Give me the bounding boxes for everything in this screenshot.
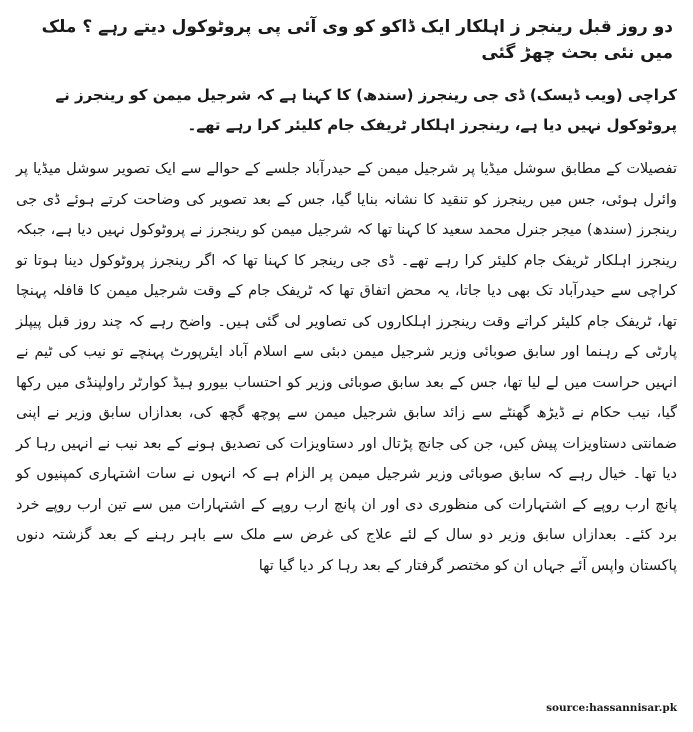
source-credit: source:hassannisar.pk [546, 702, 677, 714]
article-body: تفصیلات کے مطابق سوشل میڈیا پر شرجیل میمن کے حیدرآباد جلسے کے حوالے سے ایک تصویر سوشل میڈیا پر وائرل ہوئی، جس میں رینجرز کو تنقید کا نشانہ بنایا گیا، جس کے بعد تصویر کی وضاحت کرتے ہوئے ڈی جی رینجرز (سندھ) میجر جنرل محمد سعید کا کہنا تھا کہ شرجیل میمن کو رینجرز نے پروٹوکول نہیں دیا ہے، جبکہ رینجرز اہلکار ٹریفک جام کلیئر کرا رہے تھے۔ ڈی جی رینجر کا کہنا تھا کہ اگر رینجرز پروٹوکول دینا ہوتا تو کراچی سے حیدرآباد تک بھی دیا جاتا، یہ محض اتفاق تھا کہ ٹریفک جام کے وقت شرجیل میمن کا قافلہ پہنچا تھا، ٹریفک جام کلیئر کراتے وقت رینجرز اہلکاروں کی تصاویر لی گئی ہیں۔ واضح رہے کہ چند روز قبل پیپلز پارٹی کے رہنما اور سابق صوبائی وزیر شرجیل میمن دبئی سے اسلام آباد ایئرپورٹ پہنچے تو نیب کی ٹیم نے انہیں حراست میں لے لیا تھا، جس کے بعد سابق صوبائی وزیر کو احتساب بیورو ہیڈ کوارٹر راولپنڈی میں رکھا گیا، نیب حکام نے ڈیڑھ گھنٹے سے زائد سابق شرجیل میمن سے پوچھ گچھ کی، بعدازاں سابق وزیر نے اپنی ضمانتی دستاویزات پیش کیں، جن کی جانچ پڑتال اور دستاویزات کی تصدیق ہونے کے بعد نیب نے انہیں رہا کر دیا تھا۔ خیال رہے کہ سابق صوبائی وزیر شرجیل میمن پر الزام ہے کہ انہوں نے سات اشتہاری کمپنیوں کو پانچ ارب روپے کے اشتہارات کی منظوری دی اور ان پانچ ارب روپے کے اشتہارات میں سے تین ارب روپے خرد برد کئے۔ بعدازاں سابق وزیر دو سال کے لئے علاج کی غرض سے ملک سے باہر رہنے کے بعد گزشتہ دنوں پاکستان واپس آئے جہاں ان کو مختصر گرفتار کے بعد رہا کر دیا گیا تھا [16, 161, 677, 574]
article-headline: دو روز قبل رینجر ز اہلکار ایک ڈاکو کو وی آئی پی پروٹوکول دیتے رہے ؟ ملک میں نئی بحث چھڑ گئی [41, 17, 673, 63]
article-lead: کراچی (ویب ڈیسک) ڈی جی رینجرز (سندھ) کا کہنا ہے کہ شرجیل میمن کو رینجرز نے پروٹوکول نہیں دیا ہے، رینجرز اہلکار ٹریفک جام کلیئر کرا رہے تھے۔ [55, 86, 677, 134]
